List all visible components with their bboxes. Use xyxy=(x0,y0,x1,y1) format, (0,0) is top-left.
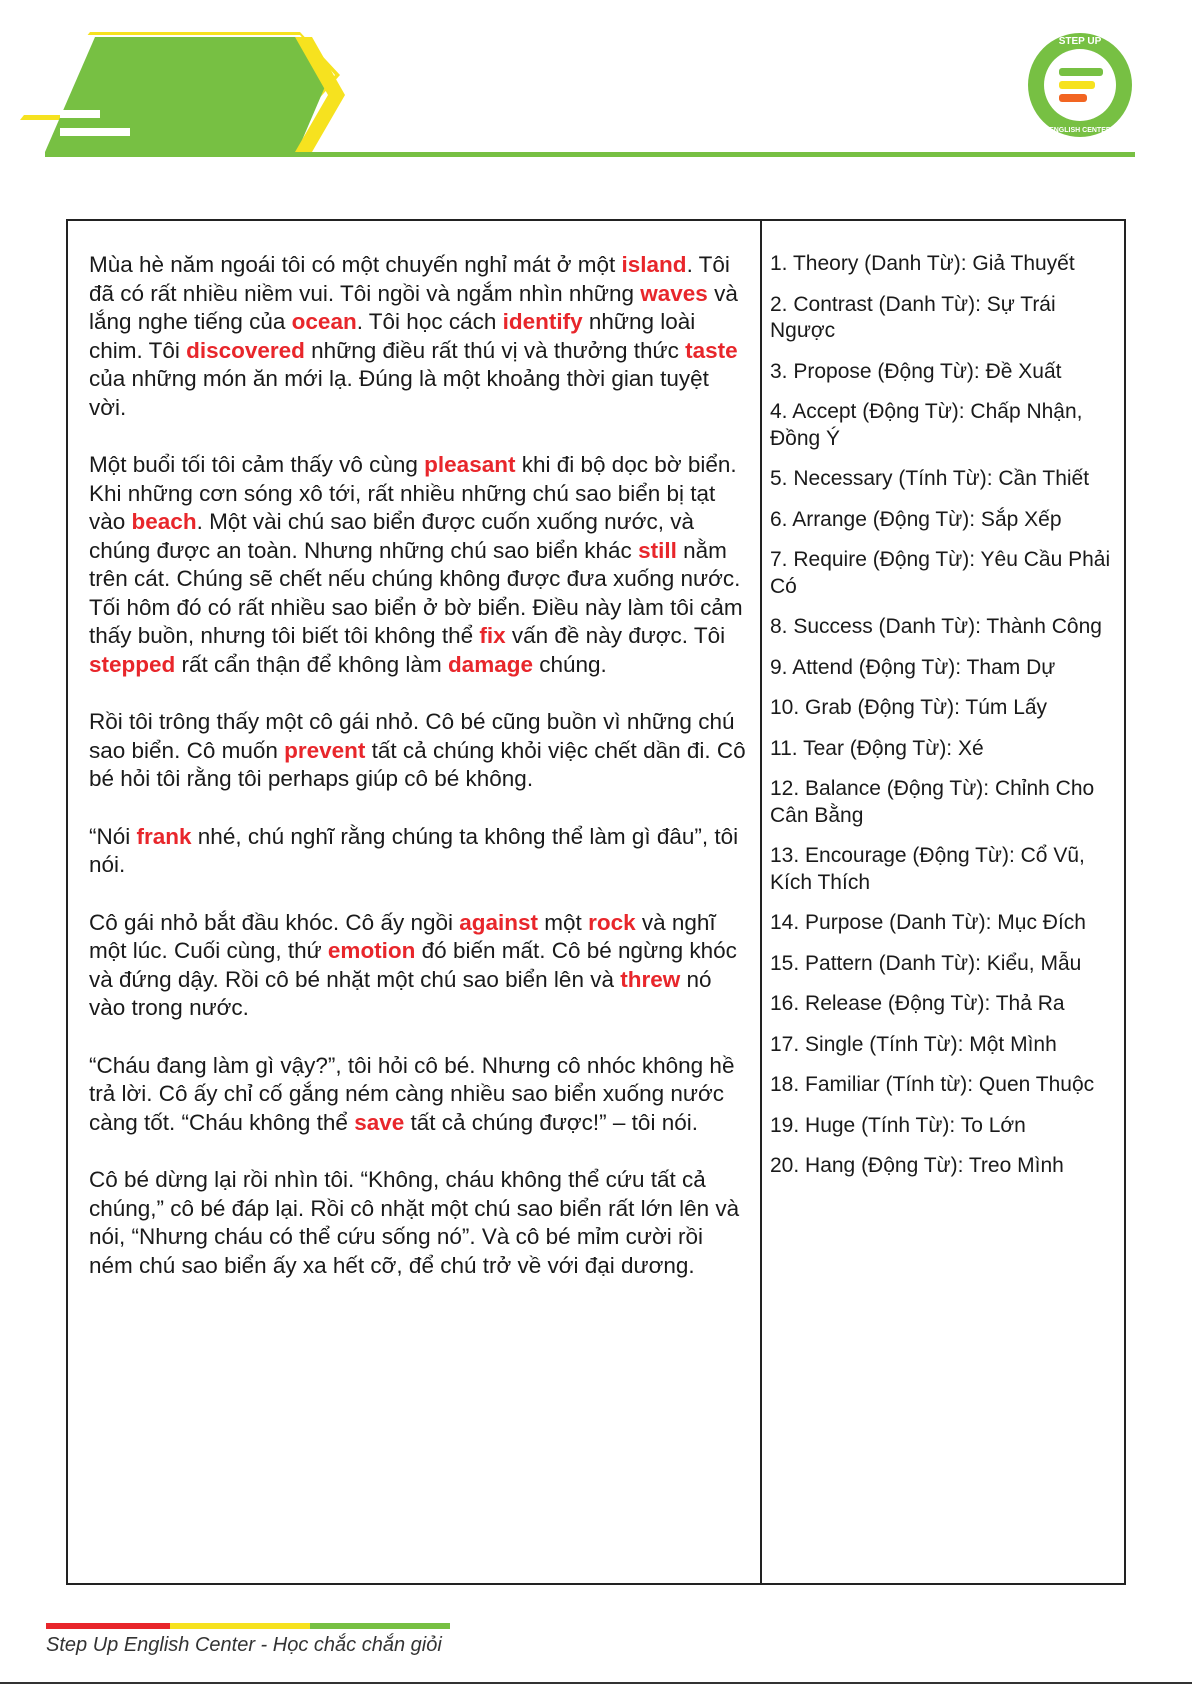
story-text xyxy=(89,251,749,1309)
keyword: threw xyxy=(620,966,681,992)
keyword: prevent xyxy=(284,737,366,763)
column-divider xyxy=(760,221,762,1583)
vocab-item: 5. Necessary (Tính Từ): Cần Thiết xyxy=(770,467,1090,490)
bottom-rule xyxy=(0,1682,1192,1684)
vocab-item: 6. Arrange (Động Từ): Sắp Xếp xyxy=(770,507,1062,531)
story-text-segment: Cô bé dừng lại rồi nhìn tôi. “Không, cháu không thể cứu tất cả chúng,” cô bé đáp lại. Rồi cô nhặt một chú sao biển rất lớn lên và nói, “Nhưng cháu có thể cứu sống nó”. Và cô bé mỉm cười rồi ném chú sao biển ấy xa hết cỡ, để chú trở về với đại dương. xyxy=(89,1167,740,1278)
keyword: discovered xyxy=(186,337,305,363)
story-text-segment: khi đi bộ dọc bờ biển. Khi những cơn sóng xô tới, rất nhiều những chú sao biển bị tạt vào xyxy=(89,452,737,534)
story-text-segment: nó vào trong nước. xyxy=(89,966,712,1020)
keyword: beach xyxy=(131,509,197,534)
story-text-segment: những điều rất thú vị và thưởng thức xyxy=(304,337,686,363)
vocab-item: 18. Familiar (Tính từ): Quen Thuộc xyxy=(770,1073,1095,1096)
keyword: pleasant xyxy=(424,452,516,477)
keyword: emotion xyxy=(327,938,416,963)
story-paragraph xyxy=(89,251,749,422)
keyword: island xyxy=(621,252,687,277)
story-text-segment: một xyxy=(538,909,589,935)
story-text-segment: “Nói xyxy=(89,823,137,849)
story-text-segment: Mùa hè năm ngoái tôi có một chuyến nghỉ mát ở một xyxy=(89,252,622,277)
story-text-segment: “Cháu đang làm gì vậy?”, tôi hỏi cô bé. Nhưng cô nhóc không hề trả lời. Cô ấy chỉ cố gắng ném càng nhiều sao biển xuống nước càng tốt. “Cháu không thể xyxy=(89,1052,735,1135)
story-paragraph xyxy=(89,823,749,880)
story-paragraph xyxy=(89,708,749,794)
vocab-item: 10. Grab (Động Từ): Túm Lấy xyxy=(770,696,1048,719)
story-text-segment: vấn đề này được. Tôi xyxy=(505,623,726,648)
story-text-segment: Một buổi tối tôi cảm thấy vô cùng xyxy=(89,452,425,477)
vocabulary-list xyxy=(770,251,1120,1194)
vocab-item: 9. Attend (Động Từ): Tham Dự xyxy=(770,655,1056,679)
story-text-segment: tất cả chúng khỏi việc chết dần đi. Cô bé hỏi tôi rằng tôi perhaps giúp cô bé không. xyxy=(89,737,746,791)
story-text-segment: . Tôi học cách xyxy=(356,309,503,334)
story-text-segment: nằm trên cát. Chúng sẽ chết nếu chúng không được đưa xuống nước. Tối hôm đó có rất nhiều sao biển ở bờ biển. Điều này làm tôi cảm thấy buồn, nhưng tôi biết tôi không thể xyxy=(89,537,743,648)
keyword: against xyxy=(459,909,539,935)
vocab-item: 4. Accept (Động Từ): Chấp Nhận, Đồng Ý xyxy=(770,400,1083,450)
story-text-segment: của những món ăn mới lạ. Đúng là một khoảng thời gian tuyệt vời. xyxy=(89,366,709,420)
keyword: save xyxy=(354,1109,405,1135)
vocab-item: 1. Theory (Danh Từ): Giả Thuyết xyxy=(770,252,1075,275)
vocab-item: 7. Require (Động Từ): Yêu Cầu Phải Có xyxy=(770,548,1111,598)
vocab-item: 11. Tear (Động Từ): Xé xyxy=(770,736,984,760)
story-text-segment: tất cả chúng được!” – tôi nói. xyxy=(404,1109,698,1135)
keyword: waves xyxy=(640,280,708,306)
keyword: rock xyxy=(588,909,636,935)
story-text-segment: nhé, chú nghĩ rằng chúng ta không thể làm gì đâu”, tôi nói. xyxy=(89,823,739,877)
vocab-item: 2. Contrast (Danh Từ): Sự Trái Ngược xyxy=(770,292,1056,342)
story-text-segment: đó biến mất. Cô bé ngừng khóc và đứng dậy. Rồi cô bé nhặt một chú sao biển lên và xyxy=(89,938,737,992)
keyword: frank xyxy=(136,823,192,849)
keyword: still xyxy=(638,537,677,563)
vocab-item: 14. Purpose (Danh Từ): Mục Đích xyxy=(770,911,1086,934)
footer-text: Step Up English Center - Học chắc chắn giỏi xyxy=(46,1634,442,1656)
content-table xyxy=(66,219,1126,1585)
story-text-segment: những loài chim. Tôi xyxy=(89,309,696,363)
story-text-segment: rất cẩn thận để không làm xyxy=(175,651,448,677)
story-text-segment: . Một vài chú sao biển được cuốn xuống nước, và chúng được an toàn. Nhưng những chú sao biển khác xyxy=(89,509,694,563)
step-up-logo xyxy=(1025,30,1135,140)
story-paragraph xyxy=(89,1166,749,1280)
vocab-item: 12. Balance (Động Từ): Chỉnh Cho Cân Bằng xyxy=(770,777,1095,827)
footer-color-bar xyxy=(46,1623,450,1629)
logo-text-top: STEP UP xyxy=(1058,36,1102,47)
logo-text-bottom: ENGLISH CENTER xyxy=(1049,127,1111,134)
vocab-item: 3. Propose (Động Từ): Đề Xuất xyxy=(770,359,1062,383)
vocab-item: 19. Huge (Tính Từ): To Lớn xyxy=(770,1113,1026,1137)
story-paragraph xyxy=(89,451,749,679)
vocab-item: 20. Hang (Động Từ): Treo Mình xyxy=(770,1154,1064,1177)
keyword: damage xyxy=(447,651,533,677)
vocab-item: 17. Single (Tính Từ): Một Mình xyxy=(770,1032,1057,1056)
keyword: fix xyxy=(479,623,506,648)
vocab-item: 13. Encourage (Động Từ): Cổ Vũ, Kích Thích xyxy=(770,844,1085,894)
story-text-segment: Cô gái nhỏ bắt đầu khóc. Cô ấy ngồi xyxy=(89,909,460,935)
vocab-item: 15. Pattern (Danh Từ): Kiểu, Mẫu xyxy=(770,951,1082,975)
vocab-item: 16. Release (Động Từ): Thả Ra xyxy=(770,992,1065,1015)
story-text-segment: . Tôi đã có rất nhiều niềm vui. Tôi ngồi và ngắm nhìn những xyxy=(89,252,730,306)
keyword: ocean xyxy=(291,309,357,334)
vocab-item: 8. Success (Danh Từ): Thành Công xyxy=(770,615,1102,638)
story-text-segment: chúng. xyxy=(532,651,607,677)
story-paragraph xyxy=(89,1052,749,1138)
story-text-segment: và lắng nghe tiếng của xyxy=(89,280,738,334)
keyword: identify xyxy=(502,309,583,334)
keyword: stepped xyxy=(89,651,176,677)
story-text-segment: và nghĩ một lúc. Cuối cùng, thứ xyxy=(89,909,716,963)
keyword: taste xyxy=(685,337,738,363)
header-banner xyxy=(0,0,1192,170)
story-text-segment: Rồi tôi trông thấy một cô gái nhỏ. Cô bé cũng buồn vì những chú sao biển. Cô muốn xyxy=(89,709,735,763)
story-paragraph xyxy=(89,909,749,1023)
